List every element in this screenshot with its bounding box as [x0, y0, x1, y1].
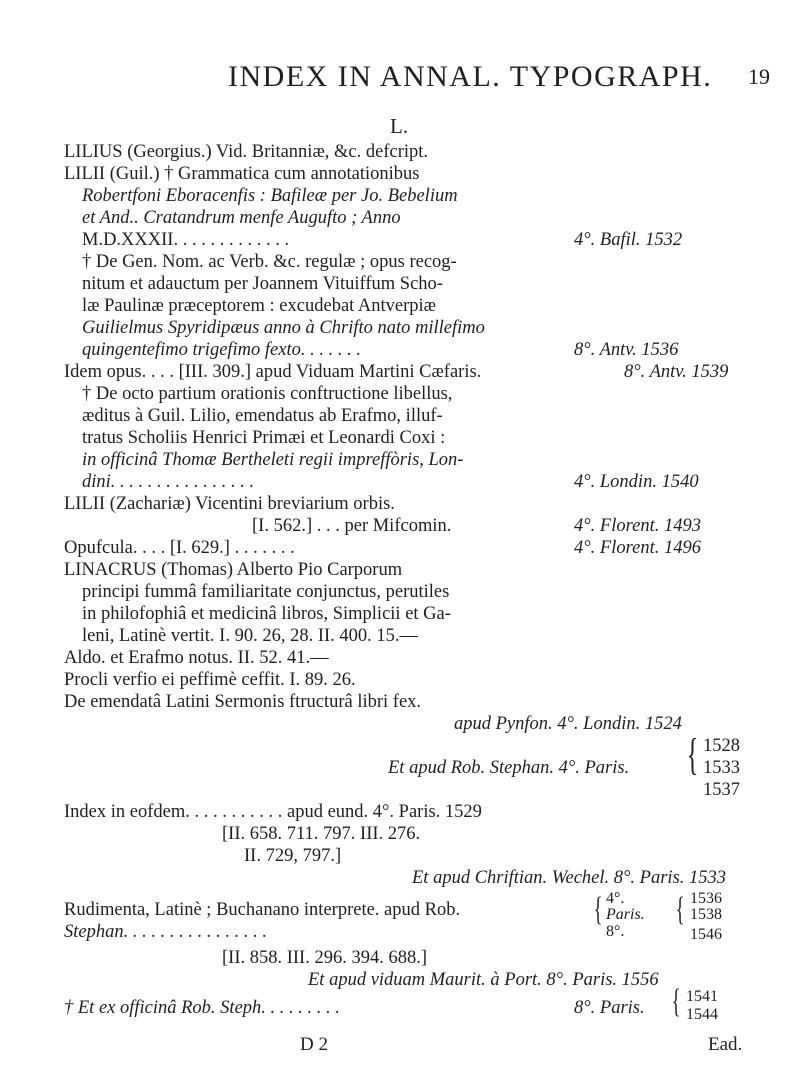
brace-glyph: {	[675, 891, 685, 928]
year: 1538	[690, 906, 722, 923]
entry-line: † Et ex officinâ Rob. Steph. . . . . . . . .	[64, 998, 340, 1018]
year: 1533	[703, 758, 740, 778]
section-letter: L.	[390, 114, 409, 138]
entry-line: LINACRUS (Thomas) Alberto Pio Carporum	[64, 560, 403, 580]
entry-line: Opufcula. . . . [I. 629.] . . . . . . .	[64, 538, 295, 558]
imprint-right: 8°. Antv. 1536	[574, 340, 679, 360]
year: 1541	[686, 988, 718, 1005]
year: 1528	[703, 736, 740, 756]
entry-line: Guilielmus Spyridipæus anno à Chrifto nato millefimo	[82, 318, 485, 338]
entry-line: † De octo partium orationis conftructione libellus,	[82, 384, 453, 404]
entry-line: M.D.XXXII. . . . . . . . . . . . .	[82, 230, 290, 250]
entry-line: [I. 562.] . . . per Mifcomin.	[252, 516, 452, 536]
entry-line: LILII (Zachariæ) Vicentini breviarium orbis.	[64, 494, 395, 514]
entry-line: LILII (Guil.) † Grammatica cum annotationibus	[64, 164, 420, 184]
entry-line: leni, Latinè vertit. I. 90. 26, 28. II. 400. 15.—	[82, 626, 419, 646]
entry-line: Robertfoni Eboracenfis : Bafileæ per Jo. Bebelium	[82, 186, 458, 206]
place: Paris.	[606, 906, 645, 923]
entry-line: Idem opus. . . . [III. 309.] apud Viduam Martini Cæfaris.	[64, 362, 482, 382]
catchword: Ead.	[708, 1034, 743, 1055]
entry-line: in officinâ Thomæ Bertheleti regii impreffòris, Lon-	[82, 450, 464, 470]
imprint-right: 4°. Bafil. 1532	[574, 230, 683, 250]
year: 1546	[690, 926, 722, 943]
format: 4°.	[606, 890, 625, 907]
entry-line: Et apud Chriftian. Wechel. 8°. Paris. 1533	[412, 868, 727, 888]
entry-line: quingentefimo trigefimo fexto. . . . . . .	[82, 340, 361, 360]
running-header	[0, 60, 800, 100]
entry-line: De emendatâ Latini Sermonis ftructurâ libri fex.	[64, 692, 422, 712]
year: 1544	[686, 1006, 718, 1023]
entry-line: Rudimenta, Latinè ; Buchanano interprete. apud Rob.	[64, 900, 461, 920]
entry-line: Procli verfio ei peffimè ceffit. I. 89. 26.	[64, 670, 356, 690]
entry-line: apud Pynfon. 4°. Londin. 1524	[454, 714, 682, 734]
imprint-right: 8°. Antv. 1539	[624, 362, 729, 382]
year: 1536	[690, 890, 722, 907]
entry-line: principi fummâ familiaritate conjunctus, perutiles	[82, 582, 450, 602]
entry-line: tratus Scholiis Henrici Primæi et Leonardi Coxi :	[82, 428, 446, 448]
entry-line: in philofophiâ et medicinâ libros, Simplicii et Ga-	[82, 604, 451, 624]
entry-line: † De Gen. Nom. ac Verb. &c. regulæ ; opus recog-	[82, 252, 457, 272]
brace-glyph: {	[686, 730, 699, 779]
entry-line: LILIUS (Georgius.) Vid. Britanniæ, &c. defcript.	[64, 142, 429, 162]
entry-line: læ Paulinæ præceptorem : excudebat Antverpiæ	[82, 296, 437, 316]
signature-mark: D 2	[300, 1034, 328, 1055]
entry-line: Stephan. . . . . . . . . . . . . . . .	[64, 922, 267, 942]
imprint-right: 8°. Paris.	[574, 998, 645, 1018]
entry-line: Et apud viduam Maurit. à Port. 8°. Paris. 1556	[308, 970, 659, 990]
entry-line: II. 729, 797.]	[244, 846, 342, 866]
imprint-right: 4°. Florent. 1496	[574, 538, 701, 558]
entry-line: Et apud Rob. Stephan. 4°. Paris.	[388, 758, 630, 778]
entry-line: nitum et adauctum per Joannem Vituiffum Scho-	[82, 274, 443, 294]
entry-line: dini. . . . . . . . . . . . . . . .	[82, 472, 255, 492]
imprint-right: 4°. Londin. 1540	[574, 472, 699, 492]
brace-glyph: {	[671, 983, 681, 1020]
entry-line: Index in eofdem. . . . . . . . . . . apud eund. 4°. Paris. 1529	[64, 802, 482, 822]
brace-glyph: {	[593, 891, 603, 928]
format: 8°.	[606, 923, 625, 940]
entry-line: [II. 858. III. 296. 394. 688.]	[222, 948, 427, 968]
entry-line: [II. 658. 711. 797. III. 276.	[222, 824, 421, 844]
entry-line: et And.. Cratandrum menfe Augufto ; Anno	[82, 208, 401, 228]
entry-line: Aldo. et Erafmo notus. II. 52. 41.—	[64, 648, 329, 668]
year: 1537	[703, 780, 740, 800]
page-number: 19	[748, 64, 770, 89]
running-title: INDEX IN ANNAL. TYPOGRAPH.	[228, 60, 713, 93]
entry-line: æditus à Guil. Lilio, emendatus ab Erafmo, illuf-	[82, 406, 443, 426]
imprint-right: 4°. Florent. 1493	[574, 516, 701, 536]
